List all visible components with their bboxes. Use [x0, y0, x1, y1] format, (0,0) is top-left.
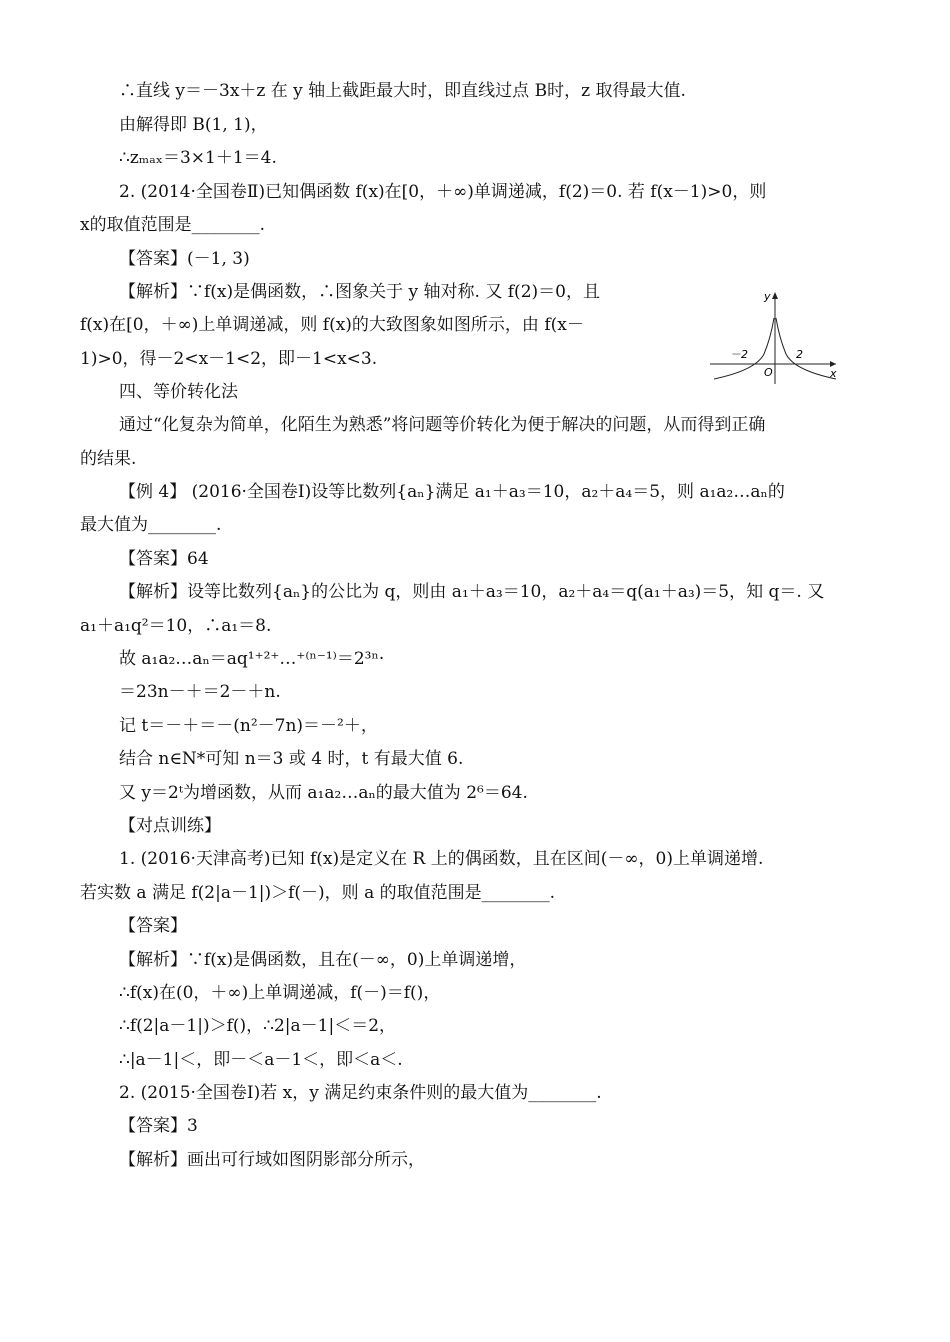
text-line: 【解析】∵f(x)是偶函数，且在(－∞，0)上单调递增，	[119, 950, 527, 970]
origin-label: O	[764, 366, 773, 379]
text-line: ∴f(x)在(0，＋∞)上单调递减，f(－)＝f()，	[119, 983, 441, 1003]
text-line: 2. (2015·全国卷Ⅰ)若 x，y 满足约束条件则的最大值为________.	[119, 1083, 602, 1103]
text-line: 【答案】64	[119, 549, 209, 569]
text-line: 通过“化复杂为简单，化陌生为熟悉”将问题等价转化为便于解决的问题，从而得到正确	[119, 415, 766, 435]
function-graph	[708, 288, 842, 386]
function-graph-figure	[708, 288, 842, 386]
text-line: 故 a₁a₂…aₙ＝aq¹⁺²⁺…⁺⁽ⁿ⁻¹⁾＝2³ⁿ·	[119, 649, 385, 669]
text-line: 1)>0，得－2<x－1<2，即－1<x<3.	[80, 349, 378, 369]
text-line: 【解析】画出可行域如图阴影部分所示，	[119, 1150, 425, 1170]
text-line: a₁＋a₁q²＝10，∴a₁＝8.	[80, 616, 272, 636]
y-axis-label: y	[764, 290, 771, 303]
x-axis-label: x	[830, 367, 837, 380]
text-line: 【答案】(－1, 3)	[119, 249, 250, 269]
text-line: 1. (2016·天津高考)已知 f(x)是定义在 R 上的偶函数，且在区间(－∞，0)上单调递增.	[119, 849, 764, 869]
text-line: 由解得即 B(1, 1)，	[119, 115, 268, 135]
text-line: ∴|a－1|＜，即－＜a－1＜，即＜a＜.	[119, 1050, 403, 1070]
y-axis-arrow-icon	[772, 292, 778, 299]
text-line: 【对点训练】	[119, 816, 221, 836]
neg-two-label: －2	[730, 348, 748, 361]
text-line: 的结果.	[80, 449, 137, 469]
text-line: ∴zₘₐₓ＝3×1＋1＝4.	[119, 148, 277, 168]
section-heading: 四、等价转化法	[119, 382, 238, 402]
curve-right	[776, 318, 836, 379]
text-line: ∴f(2|a－1|)＞f()，∴2|a－1|＜＝2，	[119, 1016, 397, 1036]
text-line: 记 t＝－＋＝－(n²－7n)＝－²＋，	[119, 716, 378, 736]
text-line: f(x)在[0，＋∞)上单调递减，则 f(x)的大致图象如图所示，由 f(x－	[80, 315, 584, 335]
text-line: ＝23n－＋＝2－＋n.	[119, 682, 281, 702]
text-line: 【解析】∵f(x)是偶函数，∴图象关于 y 轴对称. 又 f(2)＝0，且	[119, 282, 600, 302]
text-line: 【解析】设等比数列{aₙ}的公比为 q，则由 a₁＋a₃＝10，a₂＋a₄＝q(a₁＋a₃)＝5，知 q＝. 又	[119, 582, 825, 602]
pos-two-label: 2	[796, 348, 803, 361]
text-line: 【答案】	[119, 916, 187, 936]
text-line: x的取值范围是________.	[80, 215, 265, 235]
text-line: 【例 4】 (2016·全国卷Ⅰ)设等比数列{aₙ}满足 a₁＋a₃＝10，a₂＋a₄＝5，则 a₁a₂…aₙ的	[119, 482, 785, 502]
text-line: 又 y＝2ᵗ为增函数，从而 a₁a₂…aₙ的最大值为 2⁶＝64.	[119, 783, 528, 803]
text-line: 最大值为________.	[80, 515, 222, 535]
text-line: ∴直线 y＝－3x＋z 在 y 轴上截距最大时，即直线过点 B时，z 取得最大值.	[119, 81, 686, 101]
text-line: 2. (2014·全国卷Ⅱ)已知偶函数 f(x)在[0，＋∞)单调递减，f(2)＝0. 若 f(x－1)>0，则	[119, 182, 767, 202]
text-line: 结合 n∈N*可知 n＝3 或 4 时，t 有最大值 6.	[119, 749, 464, 769]
text-line: 若实数 a 满足 f(2|a－1|)＞f(－)，则 a 的取值范围是________.	[80, 883, 556, 903]
text-line: 【答案】3	[119, 1116, 198, 1136]
